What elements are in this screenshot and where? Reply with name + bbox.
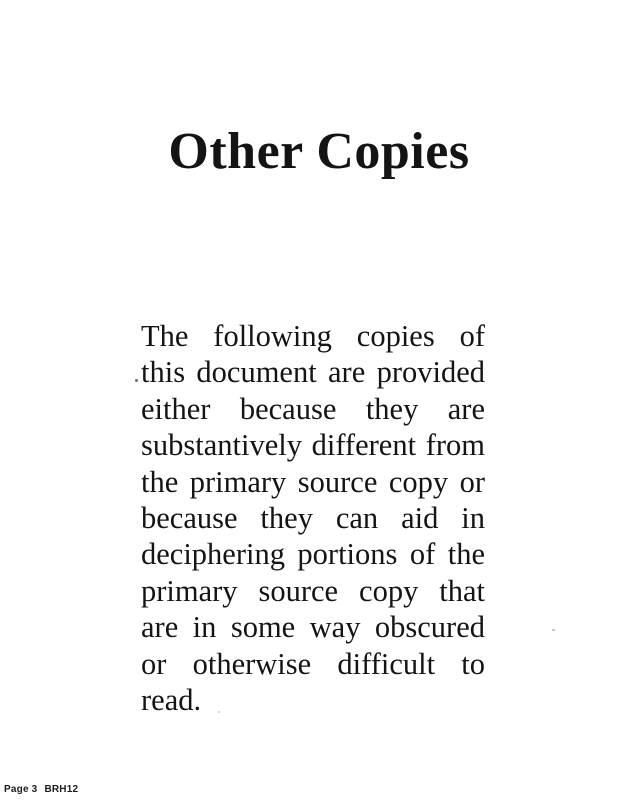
scan-speck [218, 711, 220, 713]
body-line: read. [141, 683, 202, 718]
scan-speck [552, 629, 555, 631]
body-line: this document are provided [141, 355, 485, 390]
body-line: The following copies of [141, 319, 485, 353]
body-line: primary source copy that [141, 573, 485, 608]
page-footer [4, 784, 78, 795]
body-line: or otherwise difficult to [141, 646, 485, 681]
body-line: either because they are [141, 391, 485, 426]
footer-doc-code: BRH12 [44, 784, 79, 795]
scan-speck [135, 379, 138, 382]
footer-page-number: Page 3 [4, 784, 38, 795]
body-line: deciphering portions of the [141, 537, 485, 572]
body-paragraph [141, 318, 485, 718]
body-line: substantively different from [141, 428, 485, 463]
body-line: are in some way obscured [141, 610, 485, 645]
body-line: the primary source copy or [141, 464, 485, 499]
body-line: because they can aid in [141, 501, 485, 536]
document-title: Other Copies [168, 123, 470, 180]
